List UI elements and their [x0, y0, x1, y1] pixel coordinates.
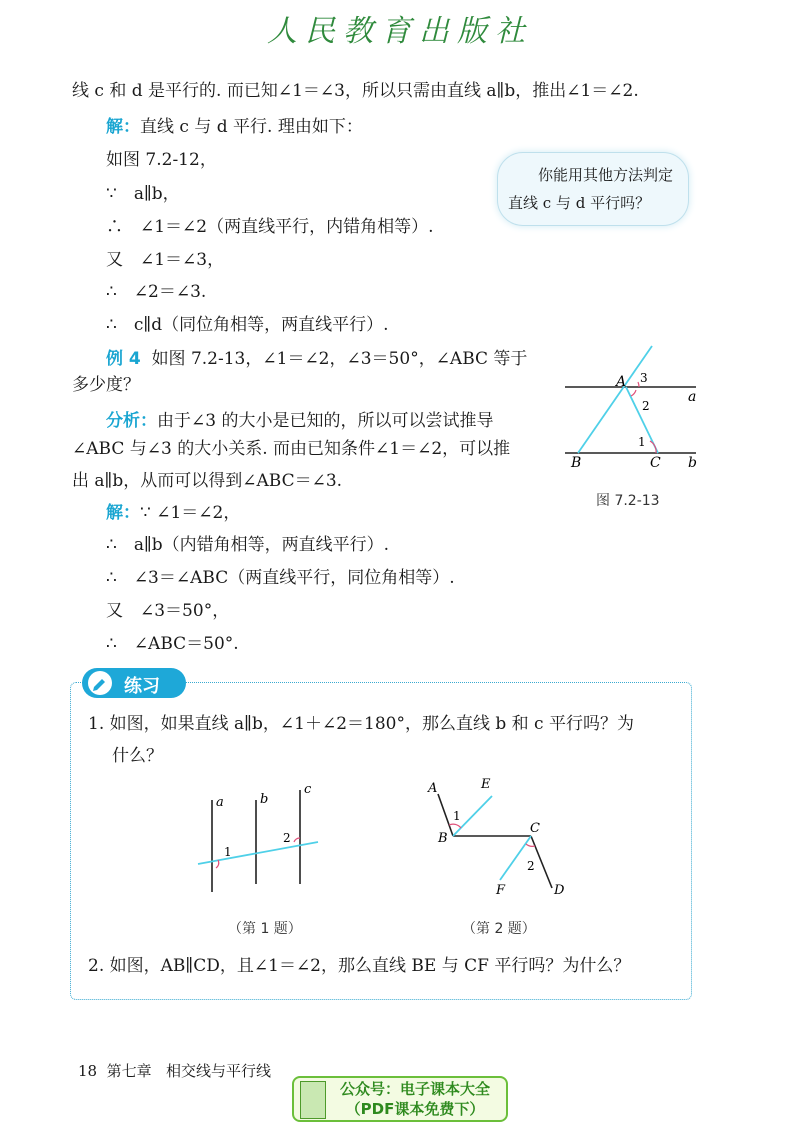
label-F: F	[496, 883, 506, 898]
angle-2-arc	[631, 390, 636, 396]
text-line: ∠ABC 与∠3 的大小关系. 而由已知条件∠1＝∠2，可以推	[72, 439, 511, 459]
label-2: 2	[283, 831, 291, 845]
label-A: A	[428, 781, 438, 796]
chapter-label: 第七章	[106, 1062, 152, 1080]
point-A: A	[616, 374, 627, 390]
solution-label: 解：	[106, 503, 140, 523]
chapter-title: 相交线与平行线	[165, 1062, 271, 1080]
angle-1-label: 1	[638, 435, 646, 449]
text-line: ∴ ∠2＝∠3.	[106, 282, 207, 302]
example-label: 例 4	[106, 349, 141, 369]
thinking-bubble	[497, 152, 689, 226]
line-b-label: b	[688, 455, 697, 471]
angle-2-arc	[294, 838, 300, 842]
label-1: 1	[224, 845, 232, 859]
angle-2-label: 2	[642, 399, 650, 413]
bubble-line: 你能用其他方法判定	[538, 166, 674, 184]
bubble-line: 直线 c 与 d 平行吗？	[508, 194, 651, 212]
text-line: ∴ a∥b（内错角相等，两直线平行）.	[106, 535, 390, 555]
angle-1-arc	[650, 441, 656, 453]
exercise-q1-cont: 什么？	[112, 746, 163, 766]
text-line: 线 c 和 d 是平行的. 而已知∠1＝∠3，所以只需由直线 a∥b，推出∠1＝∠2.	[72, 81, 639, 101]
text-line: ∴ ∠3＝∠ABC（两直线平行，同位角相等）.	[106, 568, 455, 588]
figure-2-caption: （第 2 题）	[462, 921, 536, 937]
exercise-q1: 1. 如图，如果直线 a∥b，∠1＋∠2＝180°，那么直线 b 和 c 平行吗？为	[88, 714, 634, 734]
text-line: 直线 c 与 d 平行. 理由如下：	[140, 117, 363, 137]
text-line: 出 a∥b，从而可以得到∠ABC＝∠3.	[72, 471, 343, 491]
stamp-line-1: 公众号：电子课本大全	[339, 1080, 490, 1098]
page-footer	[78, 1060, 271, 1081]
book-icon	[300, 1081, 326, 1119]
text-line: 又 ∠1＝∠3，	[106, 250, 225, 270]
label-1: 1	[453, 809, 461, 823]
exercise-figure-2	[420, 776, 580, 906]
text-line: 又 ∠3＝50°，	[106, 601, 230, 621]
text-line: ∴ ∠ABC＝50°.	[106, 634, 239, 654]
label-2: 2	[527, 859, 535, 873]
publisher-logo: 人民教育出版社	[267, 14, 533, 49]
solution-line	[106, 501, 240, 525]
exercise-q2: 2. 如图，AB∥CD，且∠1＝∠2，那么直线 BE 与 CF 平行吗？为什么？	[88, 956, 631, 976]
label-c: c	[304, 782, 312, 797]
text-line: 多少度？	[72, 375, 140, 395]
stamp-line-2: （PDF课本免费下）	[345, 1100, 485, 1118]
label-C: C	[530, 821, 540, 836]
label-D: D	[554, 883, 565, 898]
angle-3-label: 3	[640, 371, 648, 385]
exercise-figure-1	[196, 780, 336, 900]
segment-cf	[500, 836, 531, 880]
text-line: 如图 7.2-12，	[106, 150, 217, 170]
text-line: ∵ a∥b，	[106, 184, 180, 204]
text-line: ∴ ∠1＝∠2（两直线平行，内错角相等）.	[106, 217, 434, 237]
example-line	[106, 347, 527, 371]
label-b: b	[260, 792, 269, 807]
line-a-label: a	[688, 389, 697, 405]
figure-1-caption: （第 1 题）	[228, 921, 302, 937]
point-C: C	[650, 455, 661, 471]
solution-label: 解：	[106, 117, 140, 137]
text-line: ∴ c∥d（同位角相等，两直线平行）.	[106, 315, 389, 335]
text-line: 如图 7.2-13，∠1＝∠2，∠3＝50°，∠ABC 等于	[151, 349, 528, 369]
analysis-line	[106, 409, 493, 433]
figure-caption: 图 7.2-13	[596, 493, 660, 509]
text-line: 由于∠3 的大小是已知的，所以可以尝试推导	[157, 411, 494, 431]
page-number: 18	[78, 1062, 98, 1080]
analysis-label: 分析：	[106, 411, 157, 431]
label-E: E	[481, 777, 491, 792]
label-B: B	[438, 831, 448, 846]
text-line: ∵ ∠1＝∠2，	[140, 503, 241, 523]
figure-7-2-13	[560, 340, 710, 480]
solution-line	[106, 115, 363, 139]
segment-ab	[438, 794, 453, 836]
exercise-title: 练习	[124, 676, 160, 697]
angle-1-arc	[449, 824, 461, 828]
point-B: B	[571, 455, 582, 471]
label-a: a	[216, 795, 224, 810]
pencil-icon	[88, 671, 112, 695]
